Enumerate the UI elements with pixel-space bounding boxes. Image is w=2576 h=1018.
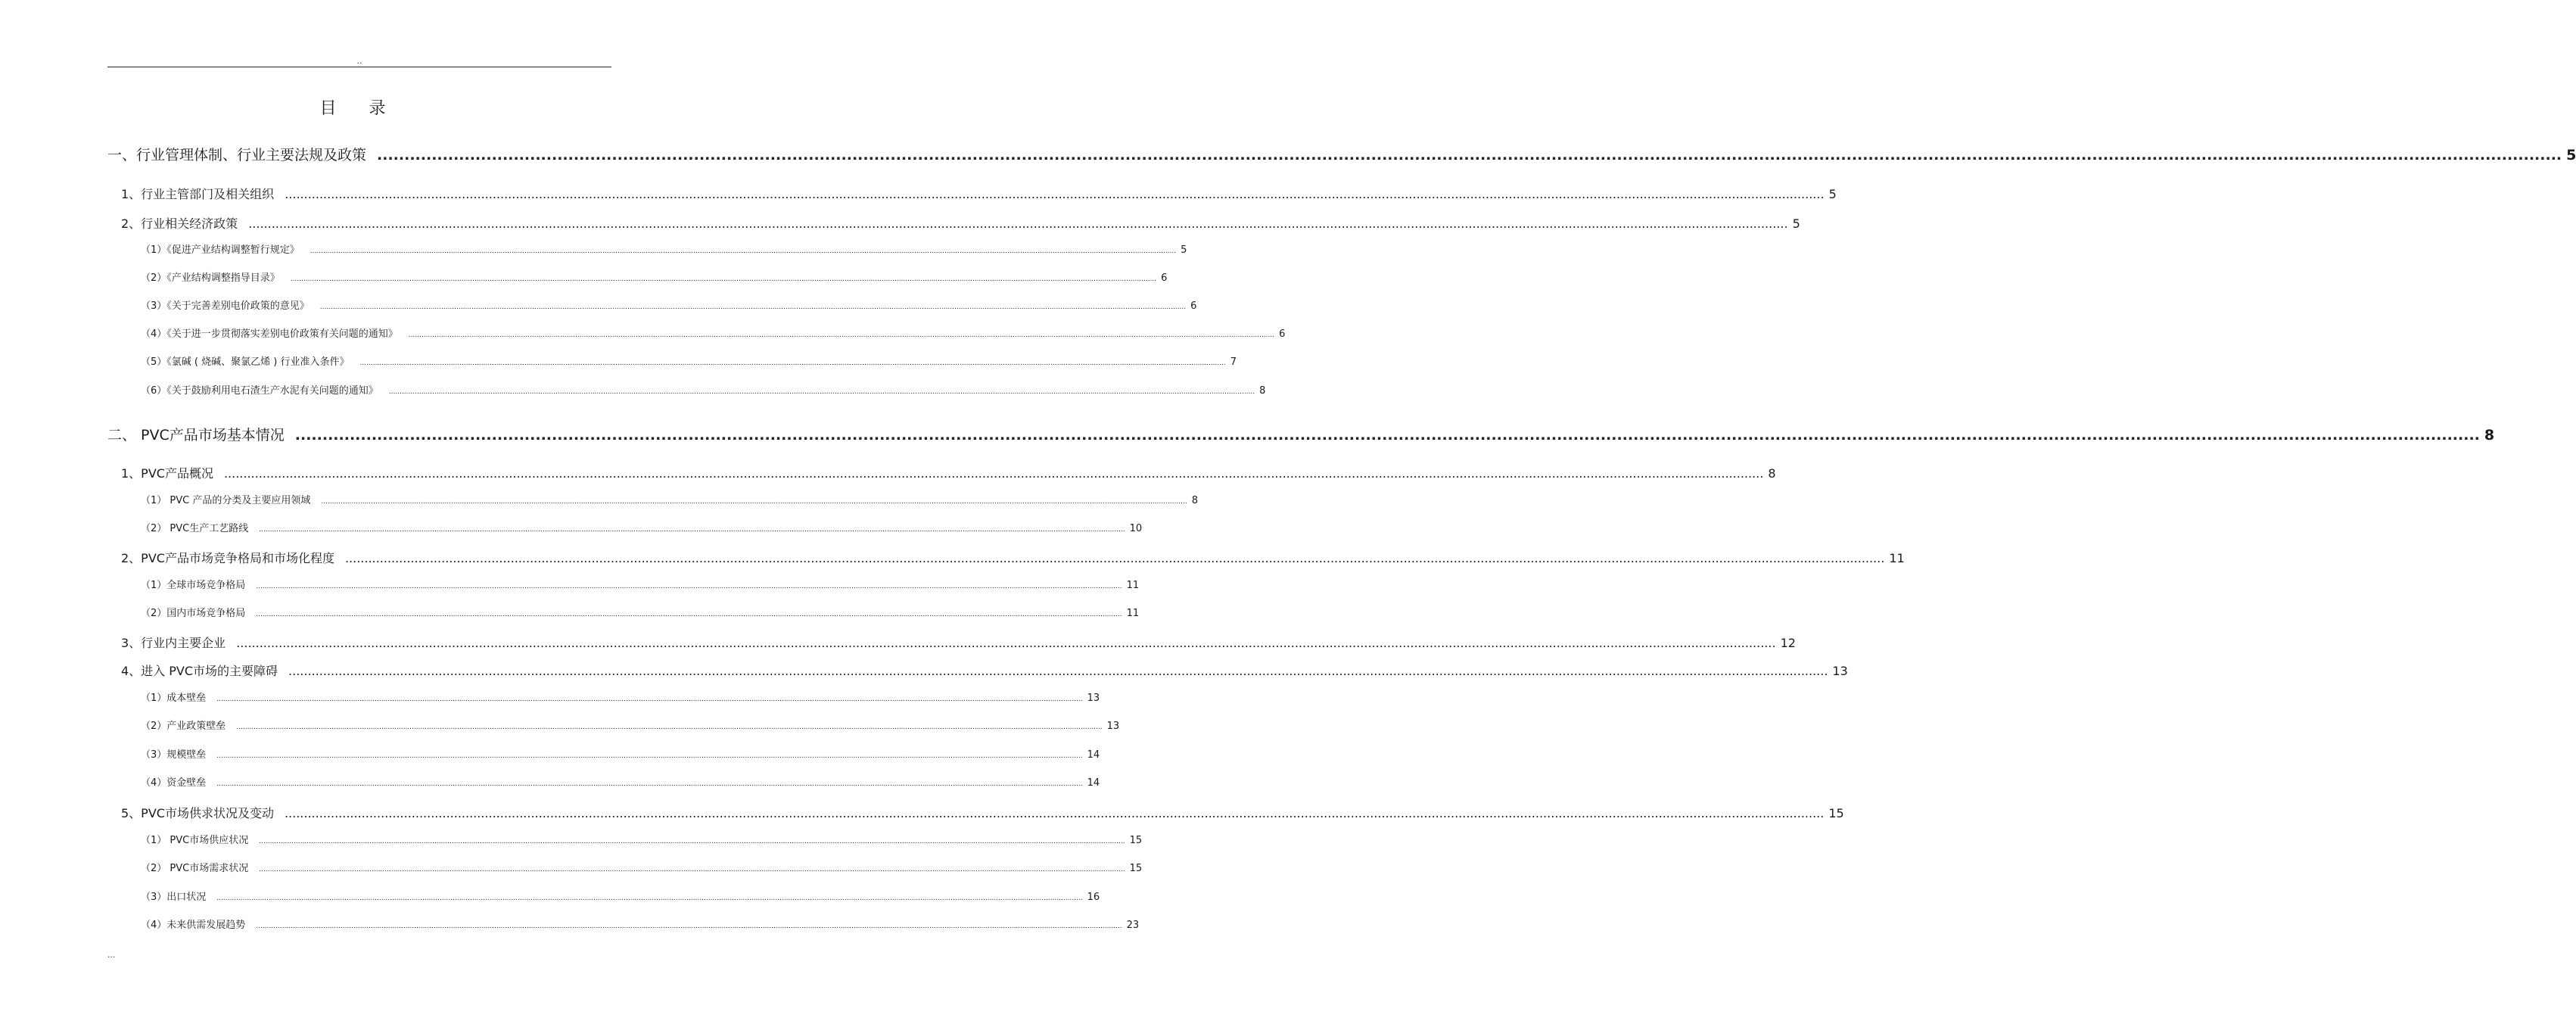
toc-entry-page: 15 xyxy=(1129,835,1143,846)
toc-leader-dots: ................................................................................................................................................................................................................................................................................................................................................................................................................ xyxy=(321,498,1187,506)
toc-entry[interactable] xyxy=(121,214,1800,232)
toc-entry-label: （4）资金壁垒 xyxy=(141,777,207,789)
toc-entry[interactable] xyxy=(141,718,1120,732)
toc-leader-dots: ................................................................................................................................................................................................................................................................................................................................................................................................................ xyxy=(319,304,1187,311)
toc-entry-label: （1）《促进产业结构调整暂行规定》 xyxy=(141,244,300,256)
toc-entry-label: （4）未来供需发展趋势 xyxy=(141,920,246,931)
toc-leader-dots: ................................................................................................................................................................................................................................................................................................................................................................................................................ xyxy=(216,752,1083,760)
toc-entry[interactable] xyxy=(121,662,1848,679)
header-mark: .. xyxy=(356,56,362,66)
toc-leader-dots: ................................................................................................................................................................................................................................................................................................................................................................................................................ xyxy=(248,216,1788,231)
toc-entry-label: 二、 PVC产品市场基本情况 xyxy=(107,427,285,444)
toc-entry-page: 14 xyxy=(1087,749,1100,761)
toc-entry[interactable] xyxy=(121,185,1837,202)
toc-entry-label: （3）规模壁垒 xyxy=(141,749,207,761)
toc-leader-dots: ................................................................................................................................................................................................................................................................................................................................................................................................................ xyxy=(236,724,1103,731)
toc-entry[interactable] xyxy=(141,269,1168,284)
toc-leader-dots: ................................................................................................................................................................................................................................................................................................................................................................................................................ xyxy=(388,388,1255,396)
toc-leader-dots: ................................................................................................................................................................................................................................................................................................................................................................................................................ xyxy=(216,895,1083,902)
toc-entry-page: 5 xyxy=(1792,216,1800,231)
toc-entry[interactable] xyxy=(107,424,2495,444)
toc-entry-label: 3、行业内主要企业 xyxy=(121,636,226,650)
toc-entry-label: （2）国内市场竞争格局 xyxy=(141,608,246,619)
toc-entry[interactable] xyxy=(141,577,1140,591)
toc-leader-dots: ................................................................................................................................................................................................................................................................................................................................................................................................................ xyxy=(377,147,2562,163)
toc-entry-label: （4）《关于进一步贯彻落实差别电价政策有关问题的通知》 xyxy=(141,328,398,340)
toc-entry[interactable] xyxy=(141,860,1143,874)
toc-entry[interactable] xyxy=(121,804,1844,821)
toc-entry-label: 2、行业相关经济政策 xyxy=(121,216,238,231)
toc-entry-label: 1、PVC产品概况 xyxy=(121,466,213,481)
toc-entry[interactable] xyxy=(141,605,1140,619)
toc-entry[interactable] xyxy=(141,325,1286,340)
toc-entry-label: （6）《关于鼓励利用电石渣生产水泥有关问题的通知》 xyxy=(141,385,378,397)
toc-entry-page: 11 xyxy=(1889,551,1905,565)
toc-entry-label: 2、PVC产品市场竞争格局和市场化程度 xyxy=(121,551,334,565)
toc-entry[interactable] xyxy=(141,690,1100,704)
toc-entry-page: 23 xyxy=(1126,920,1140,931)
toc-entry-label: （2）产业政策壁垒 xyxy=(141,721,226,732)
toc-leader-dots: ................................................................................................................................................................................................................................................................................................................................................................................................................ xyxy=(259,866,1125,873)
toc-entry-label: （1） PVC市场供应状况 xyxy=(141,835,249,846)
toc-leader-dots: ................................................................................................................................................................................................................................................................................................................................................................................................................ xyxy=(310,247,1177,255)
toc-entry-page: 6 xyxy=(1190,300,1197,312)
toc-entry[interactable] xyxy=(121,549,1905,566)
toc-entry-page: 5 xyxy=(1181,244,1187,256)
toc-entry-label: （2） PVC生产工艺路线 xyxy=(141,523,249,534)
toc-entry-page: 13 xyxy=(1832,664,1848,678)
toc-entry-page: 8 xyxy=(1259,385,1266,397)
toc-entry[interactable] xyxy=(141,382,1266,397)
toc-entry-page: 5 xyxy=(2566,147,2576,163)
toc-entry[interactable] xyxy=(141,917,1140,931)
toc-entry-page: 8 xyxy=(1768,466,1776,481)
toc-leader-dots: ................................................................................................................................................................................................................................................................................................................................................................................................................ xyxy=(344,551,1885,565)
toc-entry[interactable] xyxy=(141,832,1143,846)
toc-entry-label: （2） PVC市场需求状况 xyxy=(141,863,249,874)
toc-entry-label: （1）成本壁垒 xyxy=(141,693,207,704)
toc-leader-dots: ................................................................................................................................................................................................................................................................................................................................................................................................................ xyxy=(236,636,1776,650)
toc-entry-page: 6 xyxy=(1279,328,1286,340)
toc-leader-dots: ................................................................................................................................................................................................................................................................................................................................................................................................................ xyxy=(259,526,1125,534)
toc-entry[interactable] xyxy=(121,464,1776,481)
toc-leader-dots: ................................................................................................................................................................................................................................................................................................................................................................................................................ xyxy=(259,838,1125,845)
toc-leader-dots: ................................................................................................................................................................................................................................................................................................................................................................................................................ xyxy=(256,583,1122,590)
toc-entry-label: （1）全球市场竞争格局 xyxy=(141,580,246,591)
toc-leader-dots: ................................................................................................................................................................................................................................................................................................................................................................................................................ xyxy=(288,664,1828,678)
toc-entry-label: （5）《氯碱 ( 烧碱、聚氯乙烯 ) 行业准入条件》 xyxy=(141,356,350,368)
toc-entry[interactable] xyxy=(107,144,2576,164)
footer-mark: ... xyxy=(107,950,116,960)
toc-leader-dots: ................................................................................................................................................................................................................................................................................................................................................................................................................ xyxy=(408,332,1275,339)
toc-leader-dots: ................................................................................................................................................................................................................................................................................................................................................................................................................ xyxy=(256,923,1122,930)
toc-entry-page: 5 xyxy=(1828,187,1837,201)
toc-leader-dots: ................................................................................................................................................................................................................................................................................................................................................................................................................ xyxy=(216,780,1083,788)
toc-entry-page: 15 xyxy=(1129,863,1143,874)
toc-entry-page: 10 xyxy=(1129,523,1143,534)
toc-entry-page: 12 xyxy=(1780,636,1796,650)
toc-leader-dots: ................................................................................................................................................................................................................................................................................................................................................................................................................ xyxy=(223,466,1764,481)
toc-entry[interactable] xyxy=(141,241,1187,256)
toc-leader-dots: ................................................................................................................................................................................................................................................................................................................................................................................................................ xyxy=(284,806,1825,820)
toc-leader-dots: ................................................................................................................................................................................................................................................................................................................................................................................................................ xyxy=(285,187,1825,201)
toc-entry-label: （3）出口状况 xyxy=(141,892,207,903)
toc-entry-page: 8 xyxy=(2484,427,2495,444)
toc-entry-page: 15 xyxy=(1828,806,1844,820)
toc-entry-page: 16 xyxy=(1087,892,1100,903)
toc-entry[interactable] xyxy=(141,774,1100,789)
toc-entry-label: 一、行业管理体制、行业主要法规及政策 xyxy=(107,147,367,163)
toc-entry-page: 6 xyxy=(1161,272,1168,284)
toc-entry-page: 14 xyxy=(1087,777,1100,789)
toc-entry-label: （1） PVC 产品的分类及主要应用领域 xyxy=(141,495,311,506)
toc-entry-page: 13 xyxy=(1087,693,1100,704)
toc-entry-page: 8 xyxy=(1191,495,1198,506)
page-title: 目 录 xyxy=(319,99,400,118)
toc-entry-label: 4、进入 PVC市场的主要障碍 xyxy=(121,664,278,678)
toc-leader-dots: ................................................................................................................................................................................................................................................................................................................................................................................................................ xyxy=(359,360,1226,367)
toc-leader-dots: ................................................................................................................................................................................................................................................................................................................................................................................................................ xyxy=(216,696,1083,703)
toc-leader-dots: ................................................................................................................................................................................................................................................................................................................................................................................................................ xyxy=(290,276,1157,283)
toc-entry-label: 1、行业主管部门及相关组织 xyxy=(121,187,275,201)
toc-entry[interactable] xyxy=(141,492,1198,506)
toc-entry[interactable] xyxy=(141,889,1100,903)
toc-entry-label: 5、PVC市场供求状况及变动 xyxy=(121,806,274,820)
toc-entry[interactable] xyxy=(141,520,1143,534)
toc-entry-page: 7 xyxy=(1230,356,1237,368)
toc-entry[interactable] xyxy=(141,353,1237,368)
toc-entry-page: 11 xyxy=(1126,580,1140,591)
toc-entry[interactable] xyxy=(141,297,1197,312)
toc-entry-page: 11 xyxy=(1126,608,1140,619)
toc-entry[interactable] xyxy=(141,746,1100,761)
toc-entry[interactable] xyxy=(121,634,1796,651)
toc-entry-label: （2）《产业结构调整指导目录》 xyxy=(141,272,280,284)
toc-entry-page: 13 xyxy=(1106,721,1120,732)
toc-entry-label: （3）《关于完善差别电价政策的意见》 xyxy=(141,300,310,312)
toc-leader-dots: ................................................................................................................................................................................................................................................................................................................................................................................................................ xyxy=(256,611,1122,618)
toc-leader-dots: ................................................................................................................................................................................................................................................................................................................................................................................................................ xyxy=(294,427,2480,444)
